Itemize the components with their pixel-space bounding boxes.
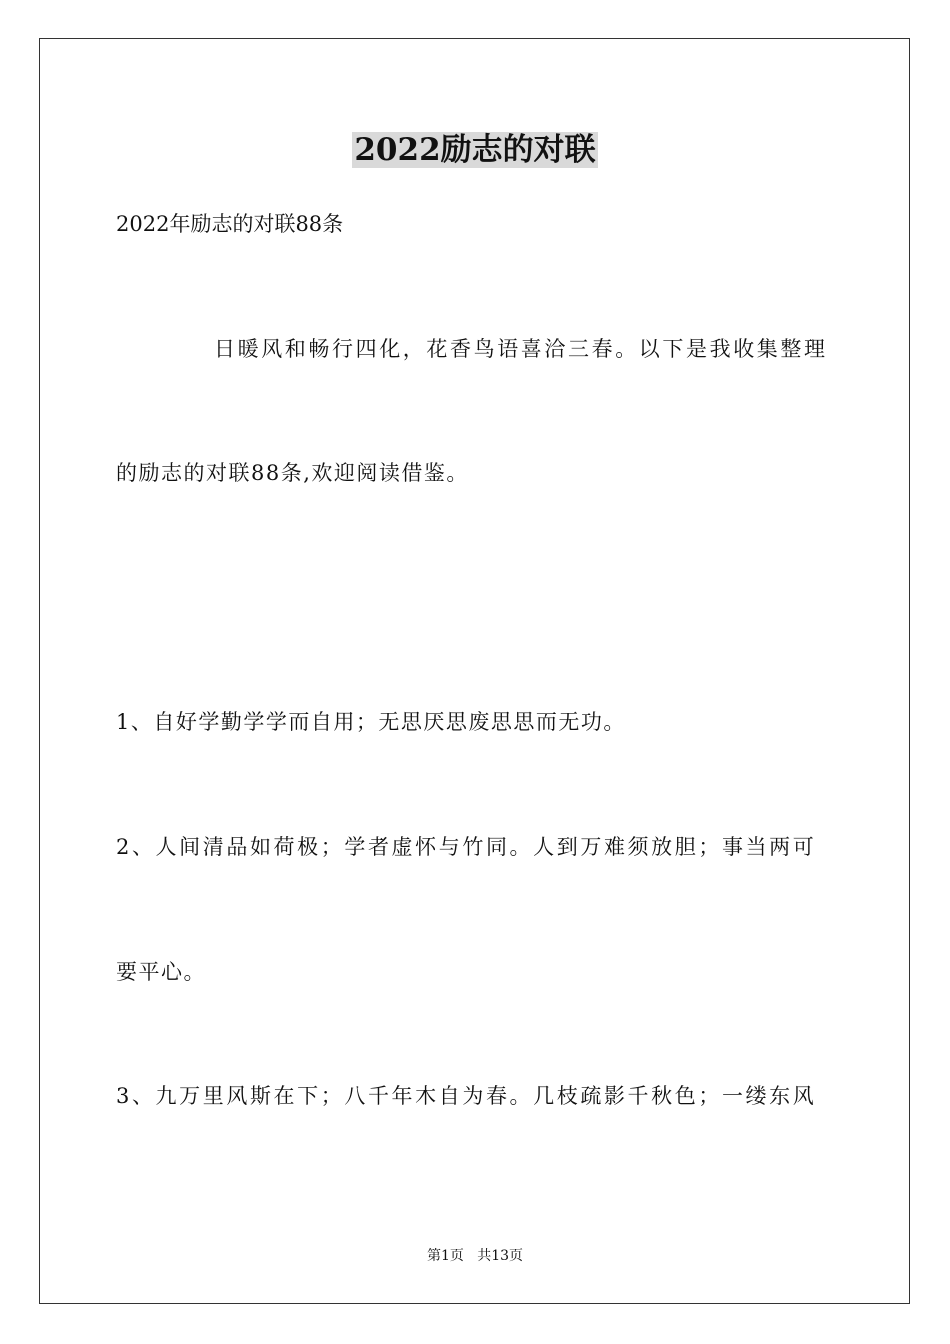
couplet-item-3: 3、九万里风斯在下；八千年木自为春。几枝疏影千秋色；一缕东风 [116, 1084, 817, 1108]
intro-line-1: 日暖风和畅行四化，花香鸟语喜洽三春。以下是我收集整理 [214, 337, 828, 361]
couplet-item-1: 1、自好学勤学学而自用；无思厌思废思思而无功。 [116, 710, 626, 734]
document-title-text: 2022励志的对联 [354, 132, 596, 168]
couplet-item-2-continued: 要平心。 [116, 960, 206, 984]
document-subtitle: 2022年励志的对联88条 [116, 212, 344, 236]
intro-line-2: 的励志的对联88条,欢迎阅读借鉴。 [116, 461, 469, 485]
couplet-item-2: 2、人间清品如荷极；学者虚怀与竹同。人到万难须放胆；事当两可 [116, 835, 817, 859]
page-indicator: 第1页 共13页 [426, 1248, 524, 1264]
document-title [0, 128, 950, 172]
